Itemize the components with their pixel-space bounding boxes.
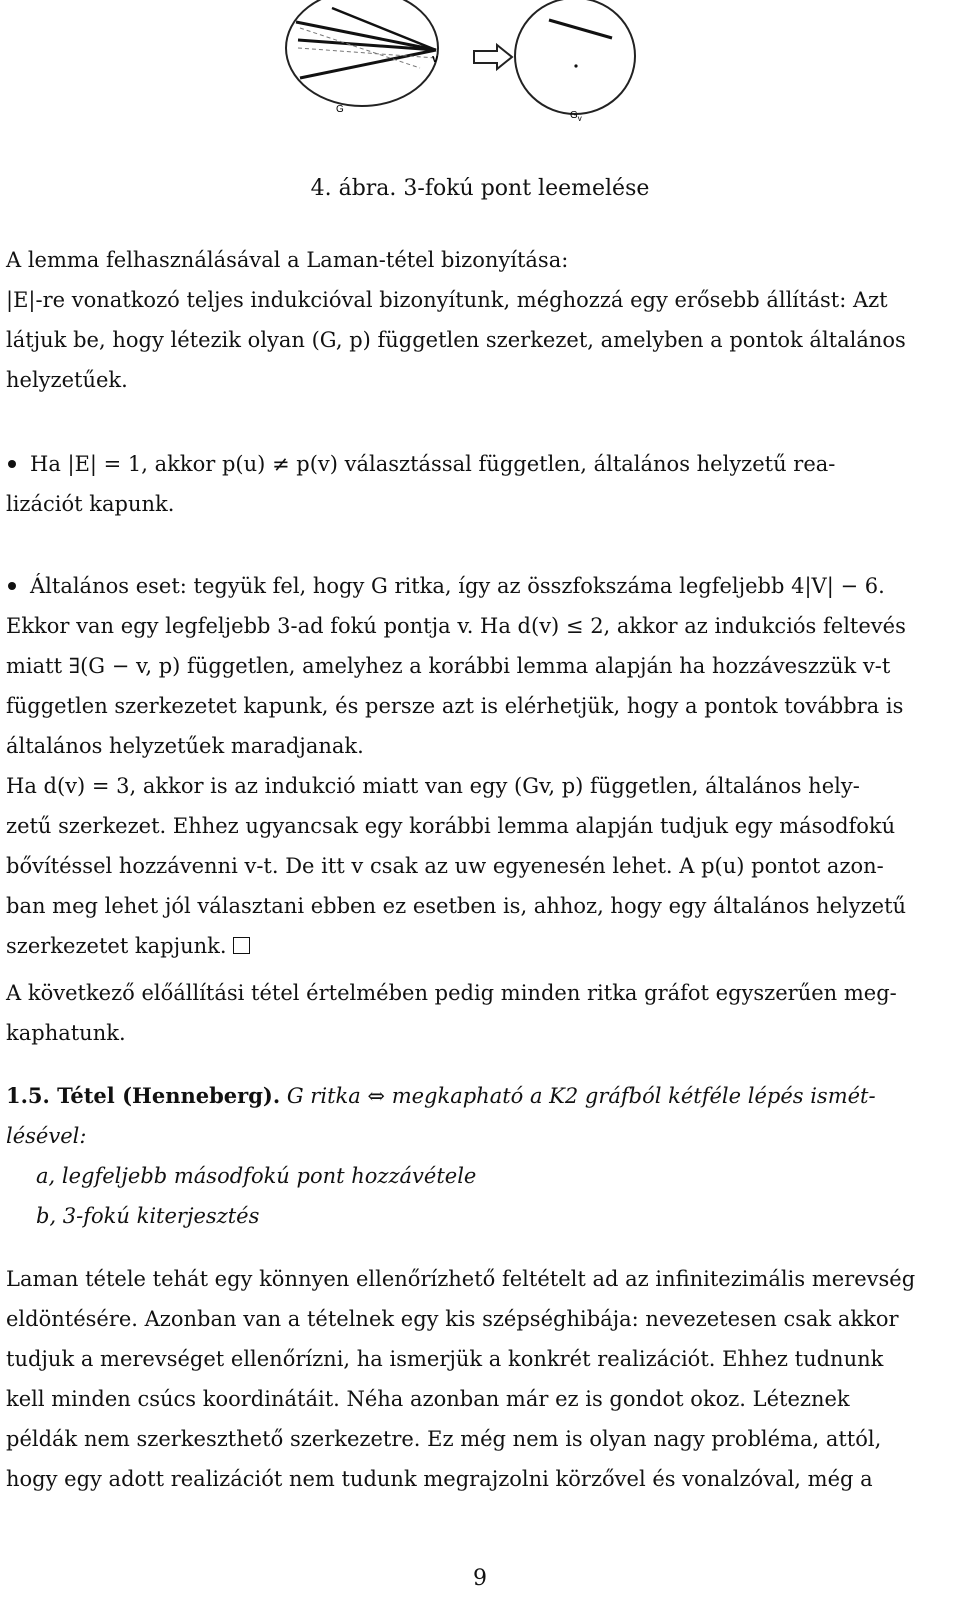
text-line: ban meg lehet jól választani ebben ez esetben is, ahhoz, hogy egy általános helyzetű xyxy=(6,894,907,918)
text-line: Laman tétele tehát egy könnyen ellenőrízhető feltételt ad az infinitezimális merevség xyxy=(6,1267,916,1291)
figure-vertex-removal xyxy=(0,0,960,135)
text-line: látjuk be, hogy létezik olyan (G, p) független szerkezet, amelyben a pontok általános xyxy=(6,328,906,352)
text-line: A következő előállítási tétel értelmében pedig minden ritka gráfot egyszerűen meg- xyxy=(6,981,897,1005)
paragraph-henneberg-intro xyxy=(6,973,956,1053)
arrow-icon xyxy=(474,45,512,69)
graph-g-edge xyxy=(300,50,436,78)
text-line: miatt ∃(G − v, p) független, amelyhez a korábbi lemma alapján ha hozzáveszzük v-t xyxy=(6,654,891,678)
text-line: kell minden csúcs koordinátáit. Néha azonban már ez is gondot okoz. Léteznek xyxy=(6,1387,850,1411)
graph-gv-ellipse xyxy=(515,0,635,114)
graph-gv-vertex xyxy=(574,64,577,67)
paragraph-laman-remarks xyxy=(6,1259,956,1499)
text-line: Ha d(v) = 3, akkor is az indukció miatt van egy (Gv, p) független, általános hely- xyxy=(6,774,860,798)
qed-icon xyxy=(233,937,250,954)
text-line: bővítéssel hozzávenni v-t. De itt v csak az uw egyenesén lehet. A p(u) pontot azon- xyxy=(6,854,884,878)
text-line: hogy egy adott realizációt nem tudunk megrajzolni körzővel és vonalzóval, még a xyxy=(6,1467,873,1491)
text-line: példák nem szerkeszthető szerkezetre. Ez még nem is olyan nagy probléma, attól, xyxy=(6,1427,882,1451)
graph-gv-edge xyxy=(549,20,612,38)
bullet-icon xyxy=(8,582,16,590)
theorem-statement: G ritka ⇔ megkapható a K2 gráfból kétféle lépés ismét- xyxy=(286,1084,876,1108)
paragraph-proof-intro xyxy=(6,240,956,400)
text-line: lizációt kapunk. xyxy=(6,492,175,516)
text-line: zetű szerkezet. Ehhez ugyancsak egy korábbi lemma alapján tudjuk egy másodfokú xyxy=(6,814,896,838)
bullet-icon xyxy=(8,460,16,468)
text-line: Ha |E| = 1, akkor p(u) ≠ p(v) választással független, általános helyzetű rea- xyxy=(30,452,836,476)
graph-gv-label: $G_v$ xyxy=(570,110,582,123)
graph-g-vertex-label: v xyxy=(432,53,439,65)
theorem-henneberg xyxy=(6,1076,956,1236)
text-line: független szerkezetet kapunk, és persze azt is elérhetjük, hogy a pontok továbbra is xyxy=(6,694,904,718)
text-line: Általános eset: tegyük fel, hogy G ritka, így az összfokszáma legfeljebb 4|V| − 6. xyxy=(30,574,885,598)
theorem-statement-cont: lésével: xyxy=(6,1124,87,1148)
text-line: eldöntésére. Azonban van a tételnek egy kis szépséghibája: nevezetesen csak akkor xyxy=(6,1307,899,1331)
theorem-item-a: a, legfeljebb másodfokú pont hozzávétele xyxy=(36,1164,477,1188)
page-number: 9 xyxy=(473,1566,487,1591)
text-line: szerkezetet kapjunk. xyxy=(6,934,227,958)
text-line: tudjuk a merevséget ellenőrízni, ha ismerjük a konkrét realizációt. Ehhez tudnunk xyxy=(6,1347,884,1371)
figure-caption: 4. ábra. 3-fokú pont leemelése xyxy=(310,176,650,201)
text-line: A lemma felhasználásával a Laman-tétel bizonyítása: xyxy=(6,248,569,272)
text-line: általános helyzetűek maradjanak. xyxy=(6,734,364,758)
theorem-heading: 1.5. Tétel (Henneberg). xyxy=(6,1083,281,1108)
text-line: |E|-re vonatkozó teljes indukcióval bizonyítunk, méghozzá egy erősebb állítást: Azt xyxy=(6,288,888,312)
text-line: Ekkor van egy legfeljebb 3-ad fokú pontja v. Ha d(v) ≤ 2, akkor az indukciós feltevés xyxy=(6,614,906,638)
graph-g-label: G xyxy=(336,104,344,115)
theorem-item-b: b, 3-fokú kiterjesztés xyxy=(36,1204,260,1228)
bullet-base-case xyxy=(6,444,956,524)
text-line: helyzetűek. xyxy=(6,368,128,392)
text-line: kaphatunk. xyxy=(6,1021,126,1045)
bullet-general-case xyxy=(6,566,956,966)
